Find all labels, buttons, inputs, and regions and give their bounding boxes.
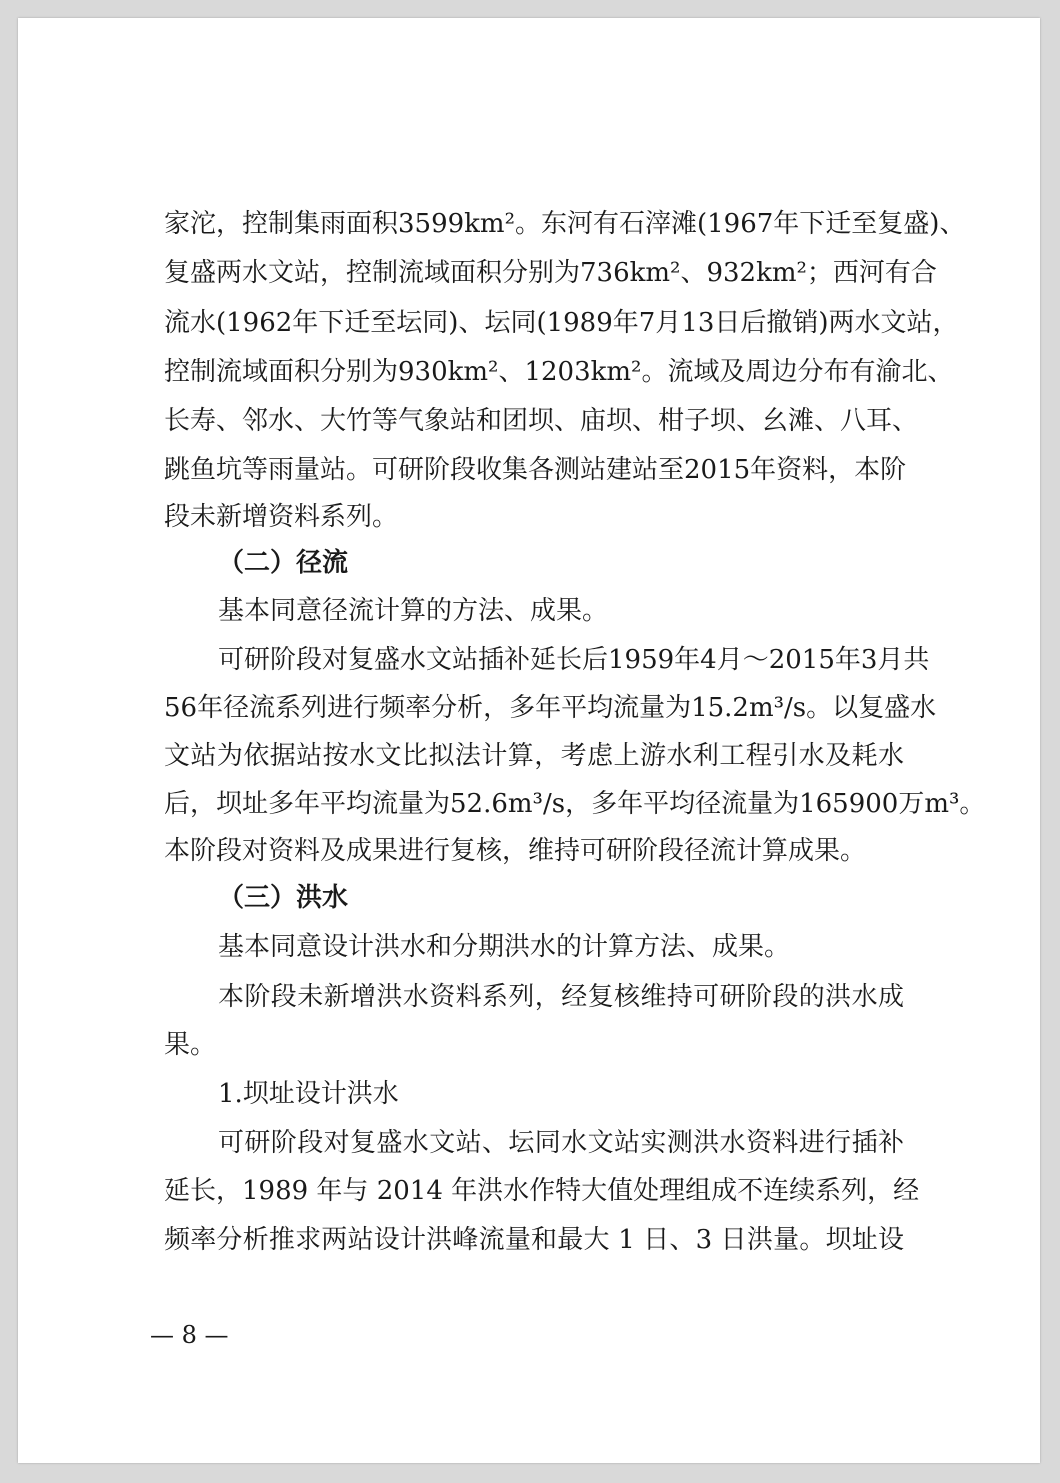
paragraph-line: 频率分析推求两站设计洪峰流量和最大 1 日、3 日洪量。坝址设: [164, 1225, 904, 1255]
paragraph-line: 流水(1962年下迁至坛同)、坛同(1989年7月13日后撤销)两水文站，: [164, 308, 959, 338]
paragraph-line: 56年径流系列进行频率分析，多年平均流量为15.2m³/s。以复盛水: [164, 693, 937, 723]
paragraph-line: 可研阶段对复盛水文站、坛同水文站实测洪水资料进行插补: [218, 1128, 904, 1158]
paragraph-line: 复盛两水文站，控制流域面积分别为736km²、932km²；西河有合: [164, 258, 937, 288]
paragraph-line: 果。: [164, 1030, 217, 1060]
paragraph-line: 控制流域面积分别为930km²、1203km²。流域及周边分布有渝北、: [164, 357, 954, 387]
paragraph-line: 可研阶段对复盛水文站插补延长后1959年4月～2015年3月共: [218, 645, 930, 675]
page-number: — 8 —: [150, 1321, 229, 1349]
paragraph-line: 后，坝址多年平均流量为52.6m³/s，多年平均径流量为165900万m³。: [164, 789, 986, 819]
paragraph-line: 段未新增资料系列。: [164, 502, 399, 532]
paragraph-line: 长寿、邻水、大竹等气象站和团坝、庙坝、柑子坝、幺滩、八耳、: [164, 406, 919, 436]
paragraph-line: 本阶段未新增洪水资料系列，经复核维持可研阶段的洪水成: [218, 982, 904, 1012]
paragraph-line: 基本同意径流计算的方法、成果。: [218, 596, 609, 626]
paragraph-line: 文站为依据站按水文比拟法计算，考虑上游水利工程引水及耗水: [164, 741, 904, 771]
section-heading-flood: （三）洪水: [218, 883, 349, 913]
paragraph-line: 本阶段对资料及成果进行复核，维持可研阶段径流计算成果。: [164, 836, 867, 866]
section-heading-runoff: （二）径流: [218, 548, 349, 578]
paragraph-line: 延长，1989 年与 2014 年洪水作特大值处理组成不连续系列，经: [164, 1176, 920, 1206]
paragraph-line: 家沱，控制集雨面积3599km²。东河有石滓滩(1967年下迁至复盛)、: [164, 209, 966, 239]
paragraph-line: 基本同意设计洪水和分期洪水的计算方法、成果。: [218, 932, 791, 962]
paragraph-line: 跳鱼坑等雨量站。可研阶段收集各测站建站至2015年资料，本阶: [164, 455, 907, 485]
subsection-heading: 1.坝址设计洪水: [218, 1079, 399, 1109]
